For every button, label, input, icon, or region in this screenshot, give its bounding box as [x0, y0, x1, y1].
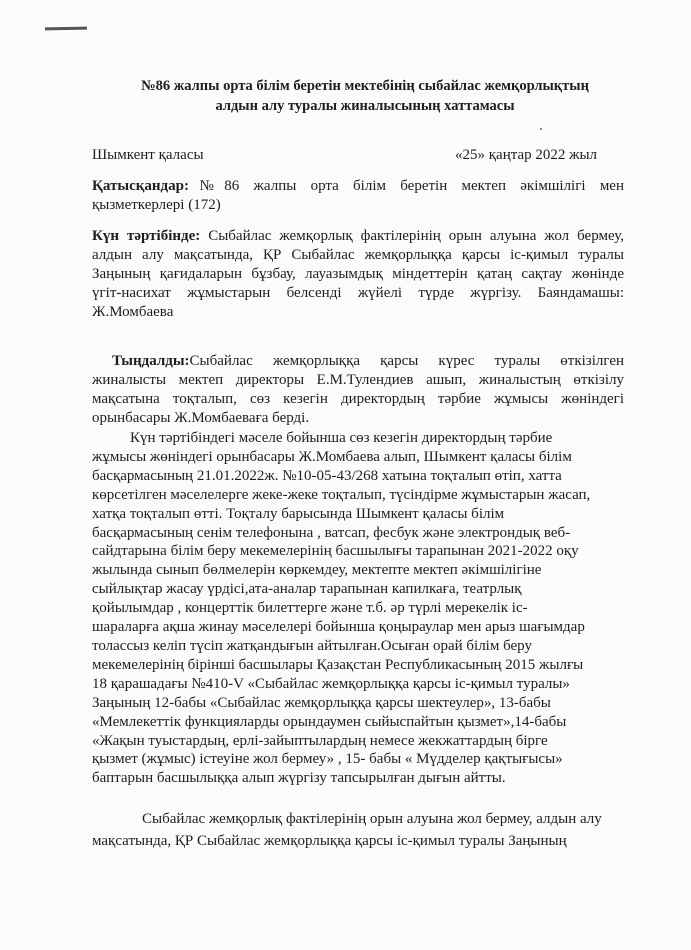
heard-label: Тыңдалды: [112, 353, 190, 369]
participants-label: Қатысқандар: [92, 178, 189, 194]
heard-line-3: мақсатына тоқталып, сөз кезегін директордың тәрбие жұмысы жөніндегі [92, 391, 624, 407]
agenda-label: Күн тәртібінде: [92, 228, 201, 244]
heard-line-4: орынбасары Ж.Момбаеваға берді. [92, 410, 310, 426]
body-line: Күн тәртібіндегі мәселе бойынша сөз кезегін директордың тәрбие [130, 430, 553, 446]
date: «25» қаңтар 2022 жыл [455, 147, 598, 163]
body-line: жылында сынып бөлмелерін көркемдеу, мектепте мектеп әкімшілігіне [92, 562, 542, 579]
closing-line-1: Сыбайлас жемқорлық фактілерінің орын алуына жол бермеу, алдын алу [142, 811, 602, 827]
closing-line-2: мақсатында, ҚР Сыбайлас жемқорлыққа қарсы іс-қимыл туралы Заңының [92, 833, 567, 849]
body-line: қойылымдар , концерттік билеттерге және т.б. әр түрлі мерекелік іс- [92, 600, 528, 617]
body-line: хатқа тоқталып өтті. Тоқталу барысында Шымкент қаласы білім [92, 505, 505, 522]
body-line: жұмысы жөніндегі орынбасары Ж.Момбаева алып, Шымкент қаласы білім [92, 448, 572, 465]
agenda-line-2: алдын алу мақсатында, ҚР Сыбайлас жемқорлыққа қарсы іс-қимыл туралы [92, 247, 624, 263]
participants-text: №86 жалпы орта білім беретін мектеп әкімшілігі мен [188, 178, 624, 194]
body-line: «Жақын туыстардың, ерлі-зайыптылардың немесе жекжаттардың бірге [92, 732, 548, 749]
body-line: қызмет (жұмыс) істеуіне жол бермеу» , 15- бабы « Мүдделер қақтығысы» [92, 751, 563, 768]
city: Шымкент қаласы [92, 147, 204, 163]
scan-dot [540, 128, 542, 130]
scan-mark [45, 27, 87, 31]
title-line-1: №86 жалпы орта білім беретін мектебінің сыбайлас жемқорлықтың [141, 78, 589, 94]
body-paragraph [92, 429, 624, 788]
heard-line-1 [92, 352, 624, 371]
participants-line-1 [92, 177, 624, 196]
heard-section [92, 352, 624, 428]
body-line: басқармасының 21.01.2022ж. №10-05-43/268 хатына тоқталып өтіп, хатта [92, 467, 562, 484]
body-line: көрсетілген мәселелерге жеке-жеке тоқталып, түсіндірме жұмыстарын жасап, [92, 486, 591, 503]
agenda-text: Сыбайлас жемқорлық фактілерінің орын алуына жол бермеу, [200, 228, 624, 244]
agenda-line-3: Заңының қағидаларын бұзбау, лауазымдық міндеттерін қатаң сақтау жөнінде [92, 266, 624, 282]
agenda [92, 227, 624, 322]
title-line-2: алдын алу туралы жиналысының хаттамасы [215, 98, 515, 114]
heard-line-2: жиналысты мектеп директоры Е.М.Тулендиев ашып, жиналыстың өткізілу [92, 372, 624, 388]
body-line: басқармасының сенім телефонына , ватсап, фесбук және электрондық веб- [92, 524, 571, 541]
body-line: Заңының 12-бабы «Сыбайлас жемқорлыққа қарсы шектеулер», 13-бабы [92, 694, 551, 711]
body-line: толассыз келіп түсіп жатқандығын айтылған.Осыған орай білім беру [92, 637, 532, 654]
body-line: сайдтарына білім беру мекемелерінің басшылығы тарапынан 2021-2022 оқу [92, 543, 579, 560]
body-line: мекемелерінің бірінші басшылары Қазақстан Республикасының 2015 жылғы [92, 656, 584, 673]
heard-text: Сыбайлас жемқорлыққа қарсы күрес туралы өткізілген [189, 353, 624, 369]
participants-line-2: қызметкерлері (172) [92, 197, 221, 213]
body-line: 18 қарашадағы №410-V «Сыбайлас жемқорлыққа қарсы іс-қимыл туралы» [92, 675, 570, 692]
body-line: «Мемлекеттік функцияларды орындаумен сыйыспайтын қызмет»,14-бабы [92, 713, 567, 730]
closing-paragraph [92, 808, 624, 852]
agenda-line-1 [92, 227, 624, 246]
agenda-line-4: үгіт-насихат жұмыстарын белсенді жүйелі түрде жүргізу. Баяндамашы: [92, 285, 624, 301]
agenda-line-5: Ж.Момбаева [92, 304, 174, 320]
body-line: баптарын басшылыққа алып жүргізу тапсырылған дығын айтты. [92, 770, 506, 787]
document-title [100, 76, 630, 116]
body-line: сыйлықтар жасау үрдісі,ата-аналар тарапынан капилкаға, театрлық [92, 581, 522, 598]
body-line: шараларға ақша жинау мәселелері бойынша қоңыраулар мен арыз шағымдар [92, 619, 585, 636]
participants [92, 177, 624, 215]
